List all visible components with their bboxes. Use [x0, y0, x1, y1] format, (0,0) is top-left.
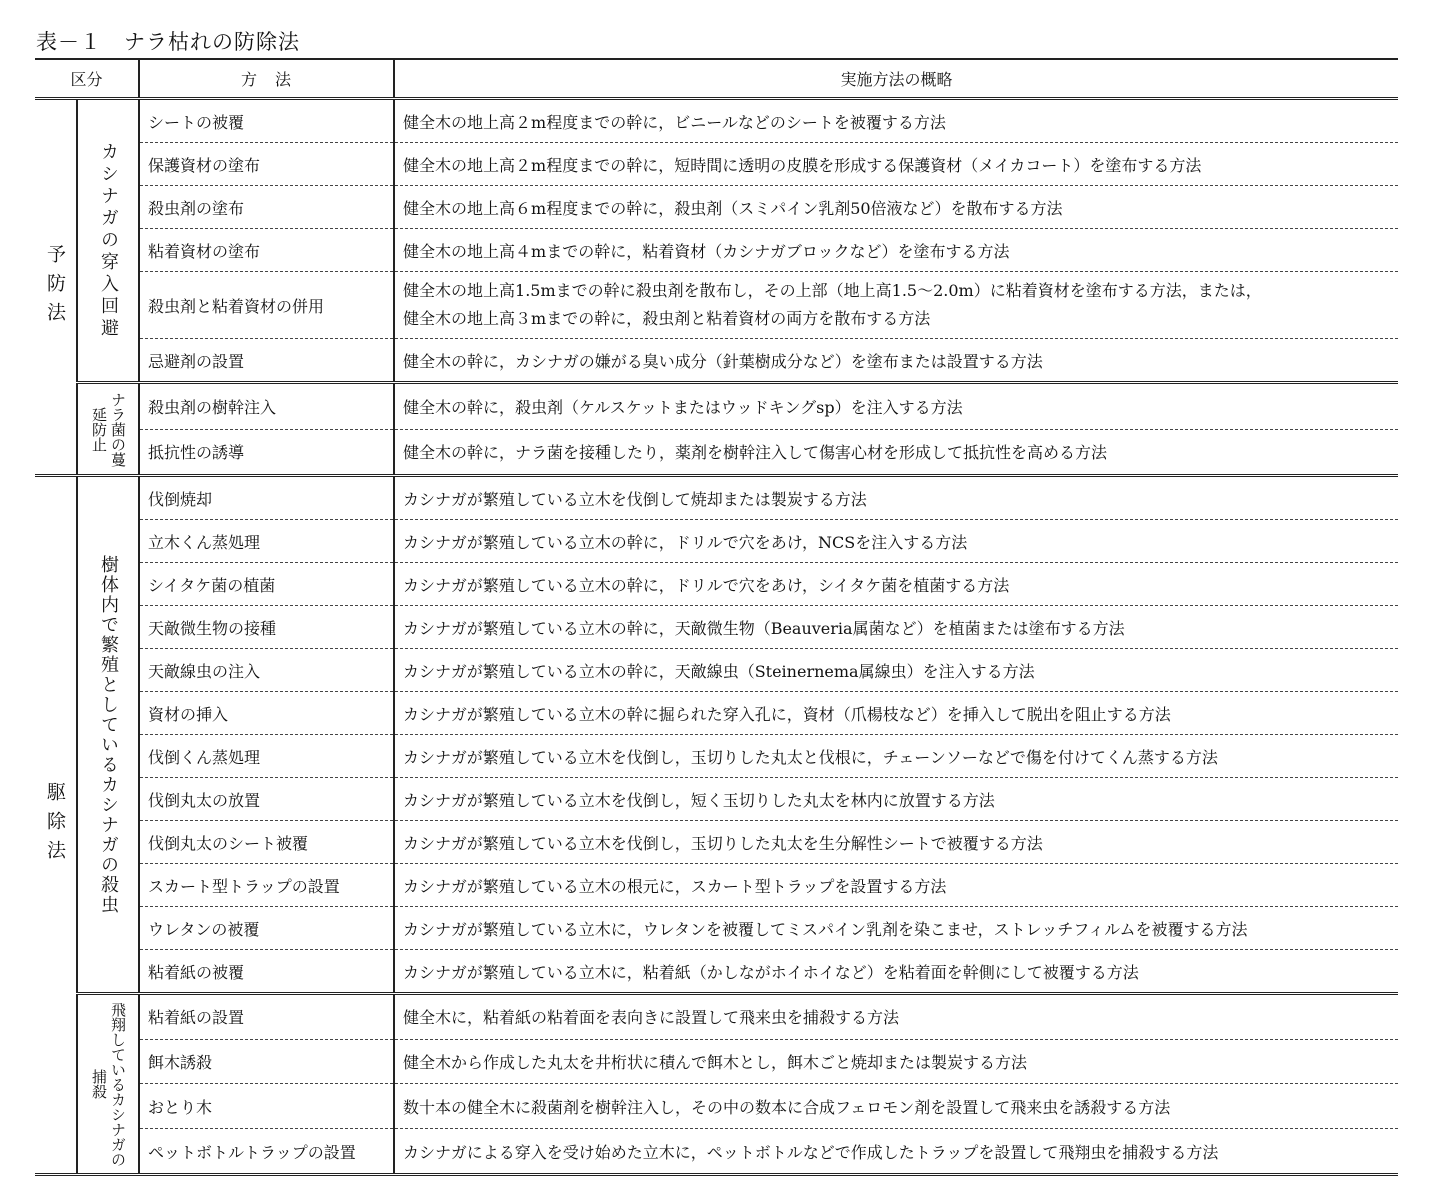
table-row [35, 907, 1398, 950]
method-summary: 健全木の幹に，ナラ菌を接種したり，薬剤を樹幹注入して傷害心材を形成して抵抗性を高める方法 [394, 429, 1398, 476]
method-summary: 健全木の地上高６m程度までの幹に，殺虫剤（スミパイン乳剤50倍液など）を散布する方法 [394, 186, 1398, 229]
table-row [35, 339, 1398, 383]
subgroup-label-text: カシナガの穿入回避 [98, 141, 119, 340]
subgroup-label [77, 994, 139, 1175]
subgroup-label [77, 99, 139, 383]
method-name: 伐倒丸太のシート被覆 [139, 821, 394, 864]
method-summary: カシナガが繁殖している立木の幹に，天敵微生物（Beauveria属菌など）を植菌または塗布する方法 [394, 606, 1398, 649]
control-methods-table [35, 58, 1398, 1176]
table-row [35, 950, 1398, 994]
method-summary: カシナガが繁殖している立木に，ウレタンを被覆してミスパイン乳剤を染こませ，ストレッチフィルムを被覆する方法 [394, 907, 1398, 950]
subgroup-label-text: ナラ菌の蔓延防止 [90, 391, 127, 467]
method-summary: カシナガが繁殖している立木の幹に，ドリルで穴をあけ，シイタケ菌を植菌する方法 [394, 563, 1398, 606]
table-row [35, 1084, 1398, 1129]
method-name: 資材の挿入 [139, 692, 394, 735]
method-name: 粘着紙の設置 [139, 994, 394, 1040]
method-name: 伐倒くん蒸処理 [139, 735, 394, 778]
method-summary: 健全木に，粘着紙の粘着面を表向きに設置して飛来虫を捕殺する方法 [394, 994, 1398, 1040]
table-row [35, 476, 1398, 520]
header-category: 区分 [35, 59, 139, 99]
method-summary: 健全木の地上高４mまでの幹に，粘着資材（カシナガブロックなど）を塗布する方法 [394, 229, 1398, 272]
method-summary: カシナガが繁殖している立木を伐倒し，玉切りした丸太と伐根に，チェーンソーなどで傷を付けてくん蒸する方法 [394, 735, 1398, 778]
method-summary: 健全木の地上高２m程度までの幹に，短時間に透明の皮膜を形成する保護資材（メイカコート）を塗布する方法 [394, 143, 1398, 186]
table-row [35, 429, 1398, 476]
group-label [35, 99, 77, 476]
method-name: シートの被覆 [139, 99, 394, 143]
method-summary: カシナガが繁殖している立木に，粘着紙（かしながホイホイなど）を粘着面を幹側にして被覆する方法 [394, 950, 1398, 994]
table-row [35, 520, 1398, 563]
table-row [35, 735, 1398, 778]
method-summary: カシナガが繁殖している立木の幹に掘られた穿入孔に，資材（爪楊枝など）を挿入して脱出を阻止する方法 [394, 692, 1398, 735]
group-label [35, 476, 77, 1175]
table-row [35, 186, 1398, 229]
group-label-text: 予防法 [44, 243, 66, 331]
table-row [35, 821, 1398, 864]
method-name: 粘着資材の塗布 [139, 229, 394, 272]
method-name: 餌木誘殺 [139, 1039, 394, 1084]
method-name: 天敵線虫の注入 [139, 649, 394, 692]
method-name: 保護資材の塗布 [139, 143, 394, 186]
method-summary: 健全木から作成した丸太を井桁状に積んで餌木とし，餌木ごと焼却または製炭する方法 [394, 1039, 1398, 1084]
method-summary: 健全木の幹に，カシナガの嫌がる臭い成分（針葉樹成分など）を塗布または設置する方法 [394, 339, 1398, 383]
method-name: 殺虫剤の塗布 [139, 186, 394, 229]
method-name: シイタケ菌の植菌 [139, 563, 394, 606]
table-row [35, 1129, 1398, 1175]
method-summary: カシナガが繁殖している立木を伐倒して焼却または製炭する方法 [394, 476, 1398, 520]
subgroup-label [77, 476, 139, 994]
table-row [35, 1039, 1398, 1084]
subgroup-label [77, 383, 139, 476]
table-row [35, 606, 1398, 649]
table-row [35, 383, 1398, 430]
summary-line: 健全木の地上高３mまでの幹に，殺虫剤と粘着資材の両方を散布する方法 [403, 309, 931, 328]
subgroup-label-text: 飛翔しているカシナガの捕殺 [90, 1001, 127, 1167]
method-name: 粘着紙の被覆 [139, 950, 394, 994]
method-name: ペットボトルトラップの設置 [139, 1129, 394, 1175]
method-name: 抵抗性の誘導 [139, 429, 394, 476]
method-name: 忌避剤の設置 [139, 339, 394, 383]
method-summary: 数十本の健全木に殺菌剤を樹幹注入し，その中の数本に合成フェロモン剤を設置して飛来虫を誘殺する方法 [394, 1084, 1398, 1129]
method-name: 伐倒焼却 [139, 476, 394, 520]
method-name: 立木くん蒸処理 [139, 520, 394, 563]
table-row [35, 272, 1398, 339]
table-row [35, 99, 1398, 143]
method-name: スカート型トラップの設置 [139, 864, 394, 907]
table-row [35, 649, 1398, 692]
table-title: 表－１ ナラ枯れの防除法 [36, 30, 300, 54]
method-summary: 健全木の地上高２m程度までの幹に，ビニールなどのシートを被覆する方法 [394, 99, 1398, 143]
method-summary [394, 272, 1398, 339]
summary-line: 健全木の地上高1.5mまでの幹に殺虫剤を散布し，その上部（地上高1.5～2.0m）に粘着資材を塗布する方法，または， [403, 281, 1262, 300]
group-label-text: 駆除法 [44, 781, 66, 869]
table-row [35, 864, 1398, 907]
table-row [35, 143, 1398, 186]
table-row [35, 778, 1398, 821]
method-summary: カシナガが繁殖している立木の幹に，ドリルで穴をあけ，NCSを注入する方法 [394, 520, 1398, 563]
method-name: 伐倒丸太の放置 [139, 778, 394, 821]
table-row [35, 229, 1398, 272]
method-summary: カシナガが繁殖している立木を伐倒し，短く玉切りした丸太を林内に放置する方法 [394, 778, 1398, 821]
method-summary: 健全木の幹に，殺虫剤（ケルスケットまたはウッドキングsp）を注入する方法 [394, 383, 1398, 430]
table-row [35, 692, 1398, 735]
method-name: 天敵微生物の接種 [139, 606, 394, 649]
table-row [35, 994, 1398, 1040]
method-name: おとり木 [139, 1084, 394, 1129]
method-name: 殺虫剤の樹幹注入 [139, 383, 394, 430]
header-method: 方 法 [139, 59, 394, 99]
table-row [35, 563, 1398, 606]
method-summary: カシナガによる穿入を受け始めた立木に，ペットボトルなどで作成したトラップを設置して飛翔虫を捕殺する方法 [394, 1129, 1398, 1175]
method-summary: カシナガが繁殖している立木の根元に，スカート型トラップを設置する方法 [394, 864, 1398, 907]
method-summary: カシナガが繁殖している立木を伐倒し，玉切りした丸太を生分解性シートで被覆する方法 [394, 821, 1398, 864]
method-name: 殺虫剤と粘着資材の併用 [139, 272, 394, 339]
method-summary: カシナガが繁殖している立木の幹に，天敵線虫（Steinernema属線虫）を注入する方法 [394, 649, 1398, 692]
method-name: ウレタンの被覆 [139, 907, 394, 950]
header-summary: 実施方法の概略 [394, 59, 1398, 99]
subgroup-label-text: 樹体内で繁殖としているカシナガの殺虫 [98, 554, 119, 915]
